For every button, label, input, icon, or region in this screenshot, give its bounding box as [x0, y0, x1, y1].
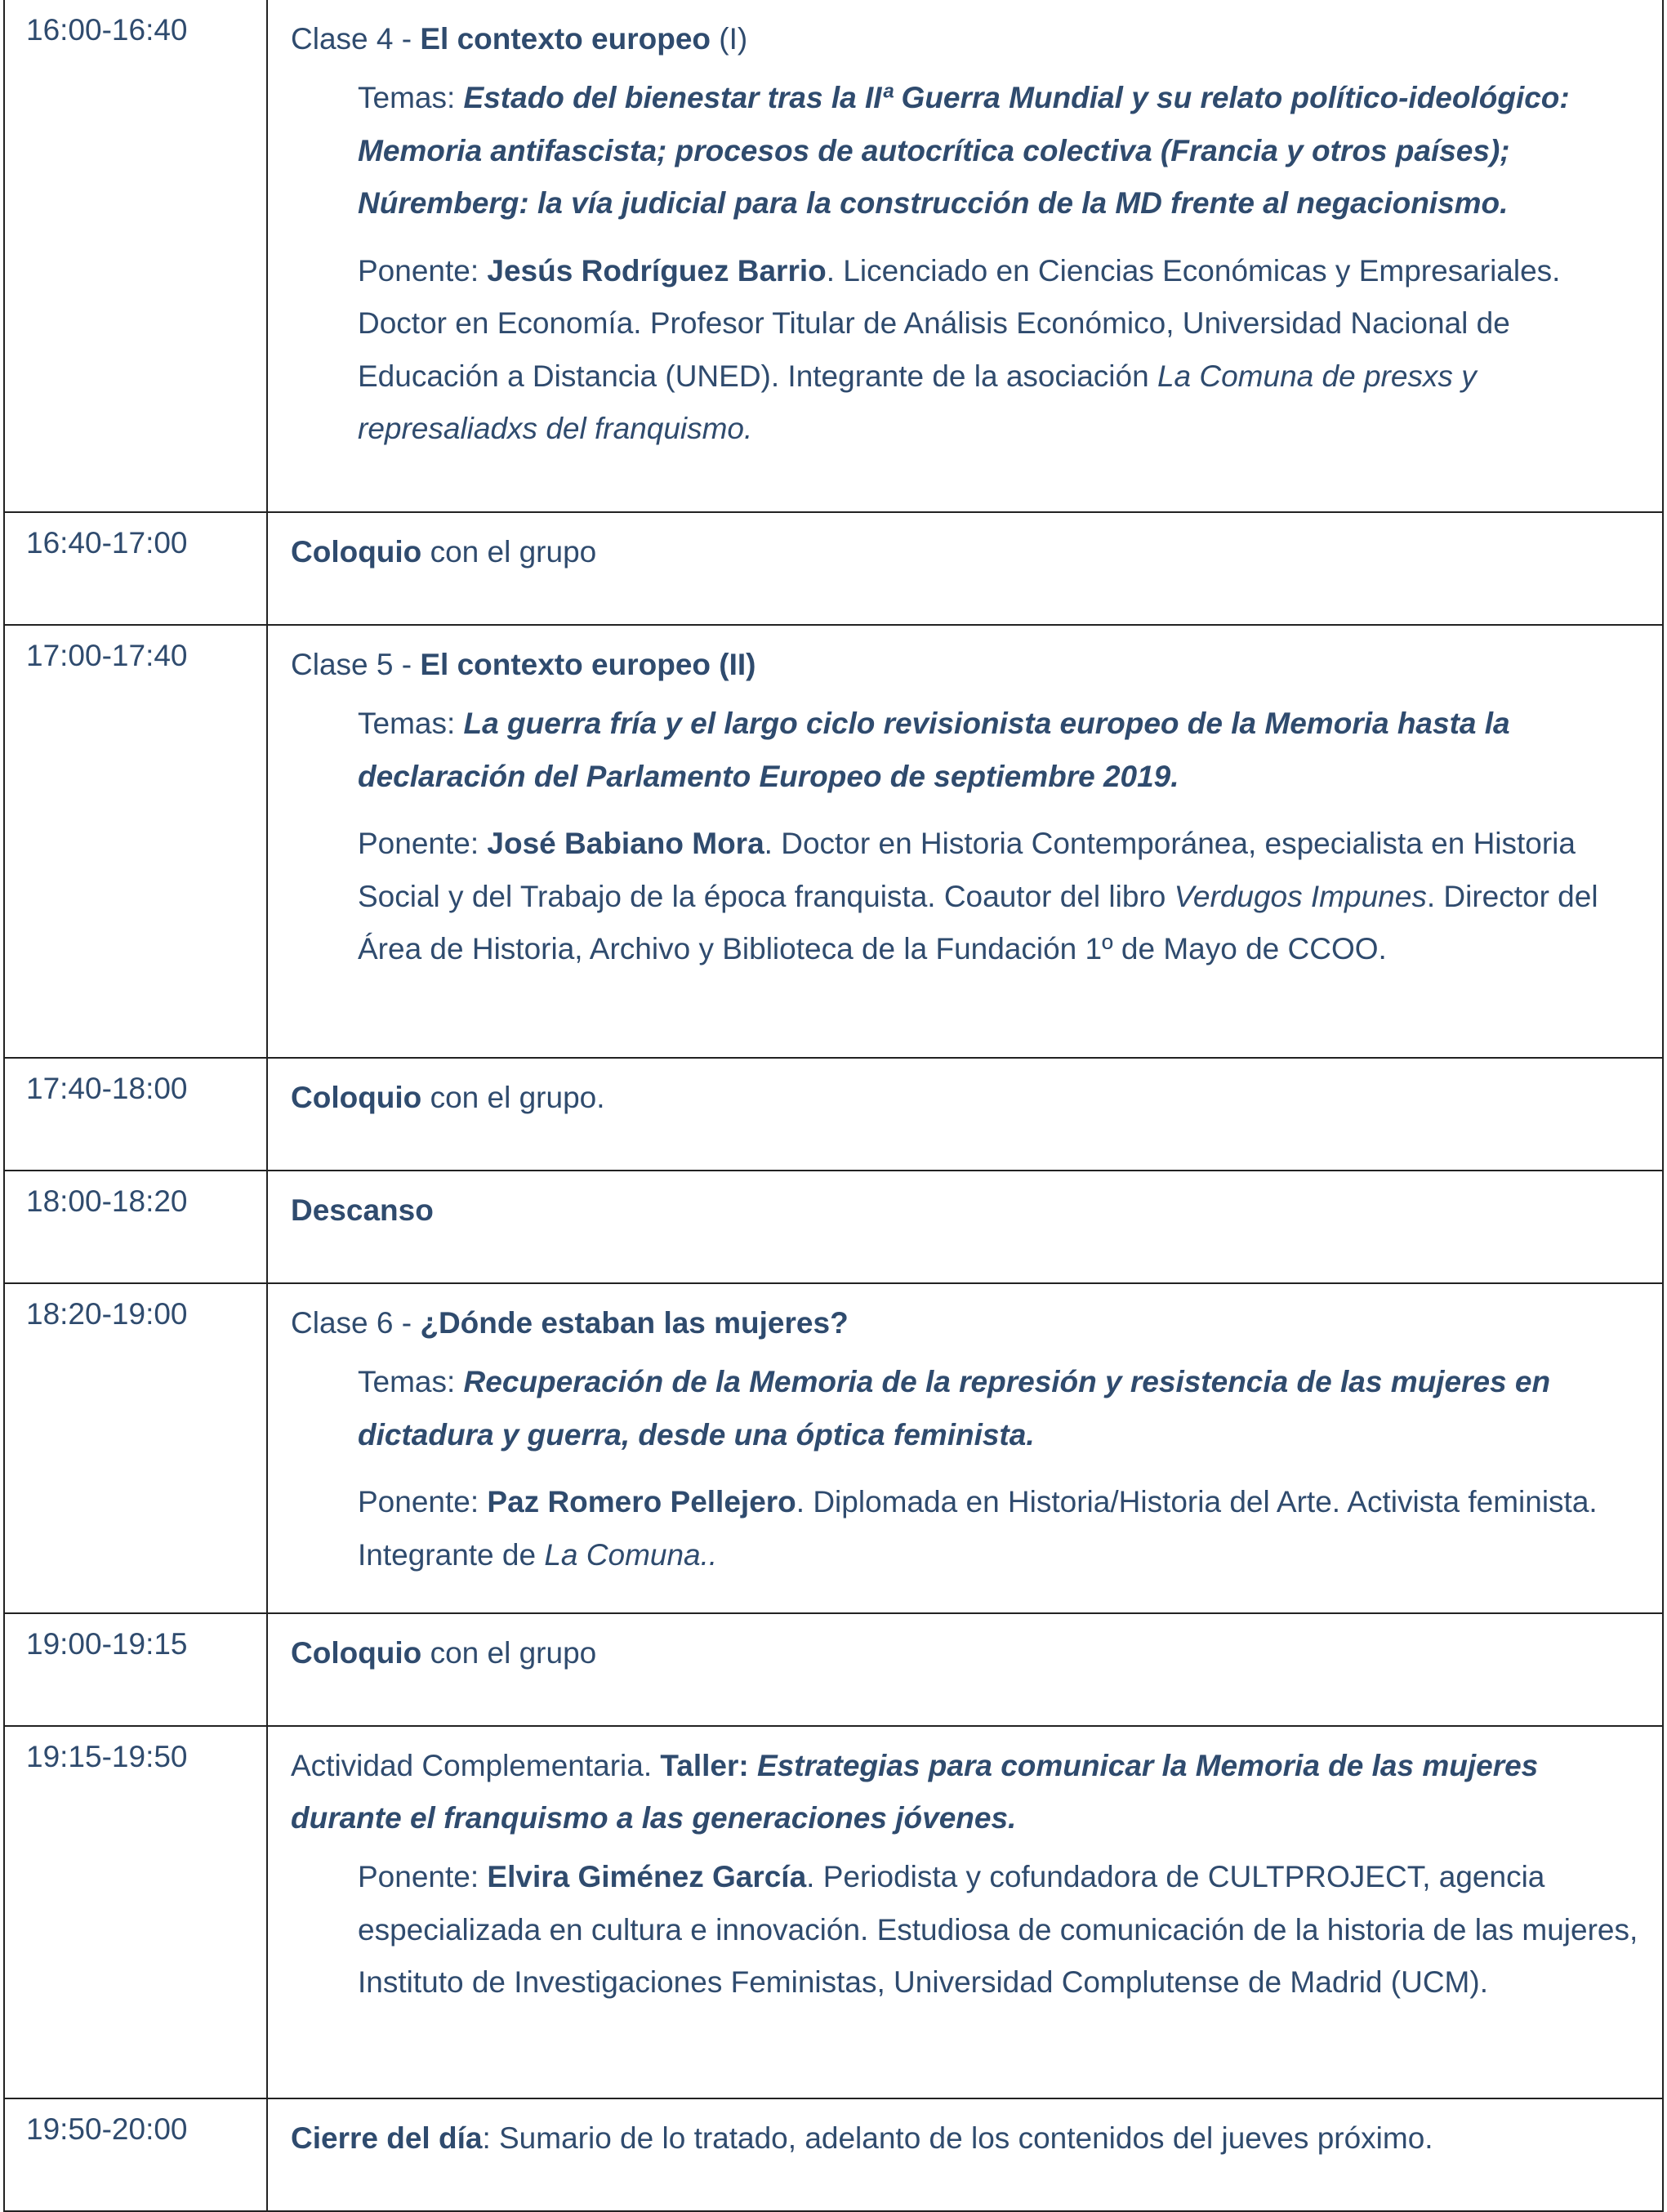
content-cell: Cierre del día: Sumario de lo tratado, adelanto de los contenidos del jueves próximo.: [267, 2098, 1663, 2211]
table-row: [4, 512, 1663, 625]
table-row: [4, 1613, 1663, 1726]
table-row: [4, 1058, 1663, 1171]
time-cell: 19:15-19:50: [4, 1726, 267, 2098]
table-row: [4, 625, 1663, 1058]
coloquio-label: Coloquio: [291, 1081, 422, 1114]
table-row: [4, 0, 1663, 512]
table-row: [4, 2098, 1663, 2211]
time-cell: 16:00-16:40: [4, 0, 267, 512]
content-cell: Coloquio con el grupo: [267, 512, 1663, 625]
time-cell: 17:40-18:00: [4, 1058, 267, 1171]
cierre-label: Cierre del día: [291, 2121, 483, 2155]
content-cell: [267, 625, 1663, 1058]
table-row: [4, 1171, 1663, 1283]
content-cell: Coloquio con el grupo: [267, 1613, 1663, 1726]
session-title: Clase 5 - El contexto europeo (II): [291, 648, 756, 681]
content-cell: [267, 0, 1663, 512]
content-cell: Coloquio con el grupo.: [267, 1058, 1663, 1171]
table-row: [4, 1283, 1663, 1613]
ponente: Ponente: José Babiano Mora. Doctor en Historia Contemporánea, especialista en Historia Social y del Trabajo de la época franquista. Coautor del libro Verdugos Impunes. Director del Área de Historia, Archivo y Biblioteca de la Fundación 1º de Mayo de CCOO.: [358, 827, 1598, 966]
ponente: Ponente: Elvira Giménez García. Periodista y cofundadora de CULTPROJECT, agencia especializada en cultura e innovación. Estudiosa de comunicación de la historia de las mujeres, Instituto de Investigaciones Feministas, Universidad Complutense de Madrid (UCM).: [358, 1860, 1638, 1999]
temas: Temas: Recuperación de la Memoria de la represión y resistencia de las mujeres en dictadura y guerra, desde una óptica feminista.: [358, 1365, 1551, 1452]
temas: Temas: Estado del bienestar tras la IIª Guerra Mundial y su relato político-ideológico: Memoria antifascista; procesos de autocrítica colectiva (Francia y otros países); Núremberg: la vía judicial para la construcción de la MD frente al negacionismo.: [358, 81, 1570, 220]
time-cell: 18:20-19:00: [4, 1283, 267, 1613]
time-cell: 18:00-18:20: [4, 1171, 267, 1283]
time-cell: 17:00-17:40: [4, 625, 267, 1058]
coloquio-label: Coloquio: [291, 535, 422, 569]
content-cell: [267, 1726, 1663, 2098]
schedule-table: [3, 0, 1664, 2212]
ponente: Ponente: Paz Romero Pellejero. Diplomada en Historia/Historia del Arte. Activista feminista. Integrante de La Comuna..: [358, 1485, 1598, 1572]
content-cell: [267, 1283, 1663, 1613]
temas: Temas: La guerra fría y el largo ciclo revisionista europeo de la Memoria hasta la declaración del Parlamento Europeo de septiembre 2019.: [358, 707, 1510, 793]
content-cell: [267, 1171, 1663, 1283]
session-title: Clase 4 - El contexto europeo (I): [291, 22, 748, 56]
time-cell: 19:50-20:00: [4, 2098, 267, 2211]
coloquio-label: Coloquio: [291, 1636, 422, 1670]
session-title: Clase 6 - ¿Dónde estaban las mujeres?: [291, 1306, 849, 1340]
session-title: Actividad Complementaria. Taller: Estrategias para comunicar la Memoria de las mujeres durante el franquismo a las generaciones jóvenes.: [291, 1749, 1539, 1835]
table-row: [4, 1726, 1663, 2098]
time-cell: 16:40-17:00: [4, 512, 267, 625]
time-cell: 19:00-19:15: [4, 1613, 267, 1726]
ponente: Ponente: Jesús Rodríguez Barrio. Licenciado en Ciencias Económicas y Empresariales. Doctor en Economía. Profesor Titular de Análisis Económico, Universidad Nacional de Educación a Distancia (UNED). Integrante de la asociación La Comuna de presxs y represaliadxs del franquismo.: [358, 253, 1561, 445]
descanso-label: Descanso: [291, 1193, 434, 1227]
